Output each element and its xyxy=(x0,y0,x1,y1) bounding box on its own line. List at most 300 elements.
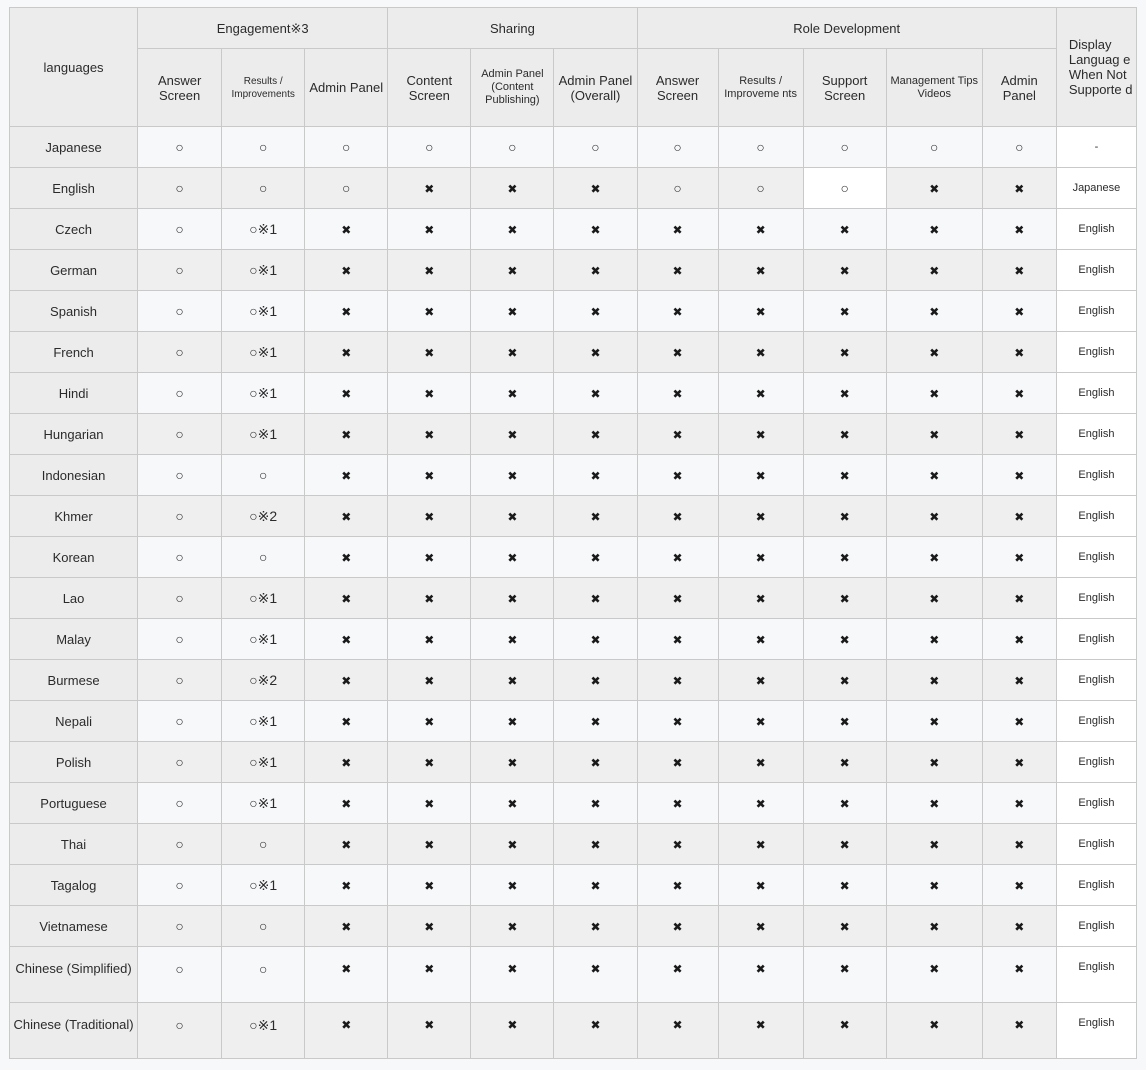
cross-icon: ✖ xyxy=(929,1018,940,1032)
cross-icon: ✖ xyxy=(672,509,683,524)
support-cell xyxy=(982,783,1056,824)
column-header: Management Tips Videos xyxy=(886,49,982,127)
cross-icon: ✖ xyxy=(341,632,352,647)
circle-icon: ○ xyxy=(175,754,184,770)
language-cell: Polish xyxy=(10,742,138,783)
circle-icon: ○※2 xyxy=(249,507,278,524)
circle-icon: ○※1 xyxy=(249,384,278,401)
support-cell xyxy=(982,701,1056,742)
support-cell xyxy=(554,455,637,496)
cross-icon: ✖ xyxy=(672,550,683,565)
cross-icon: ✖ xyxy=(590,468,601,483)
cross-icon: ✖ xyxy=(672,962,683,976)
support-cell xyxy=(222,660,305,701)
circle-icon: ○ xyxy=(258,139,268,155)
support-cell xyxy=(305,824,388,865)
cross-icon: ✖ xyxy=(507,304,518,319)
cross-icon: ✖ xyxy=(1014,714,1025,729)
cross-icon: ✖ xyxy=(839,1018,850,1032)
support-cell xyxy=(138,496,222,537)
support-cell xyxy=(471,455,554,496)
table-row xyxy=(10,127,1137,168)
support-cell xyxy=(471,660,554,701)
cross-icon: ✖ xyxy=(507,550,518,565)
language-cell: Burmese xyxy=(10,660,138,701)
support-cell xyxy=(388,537,471,578)
fallback-language-cell: English xyxy=(1056,947,1136,1003)
support-cell xyxy=(471,496,554,537)
cross-icon: ✖ xyxy=(839,550,850,565)
table-row xyxy=(10,578,1137,619)
support-cell xyxy=(554,824,637,865)
column-header: Content Screen xyxy=(388,49,471,127)
cross-icon: ✖ xyxy=(424,714,435,729)
fallback-language-cell: English xyxy=(1056,742,1136,783)
support-cell xyxy=(718,537,803,578)
support-cell xyxy=(471,127,554,168)
column-header: Results / Improvements xyxy=(222,49,305,127)
cross-icon: ✖ xyxy=(590,878,601,893)
support-cell xyxy=(803,578,886,619)
language-cell: Khmer xyxy=(10,496,138,537)
cross-icon: ✖ xyxy=(929,222,940,237)
support-cell xyxy=(388,701,471,742)
language-cell: Lao xyxy=(10,578,138,619)
cross-icon: ✖ xyxy=(1014,837,1025,852)
support-cell xyxy=(305,332,388,373)
support-cell xyxy=(718,701,803,742)
support-cell xyxy=(222,291,305,332)
support-cell xyxy=(305,373,388,414)
cross-icon: ✖ xyxy=(755,919,766,934)
circle-icon: ○ xyxy=(175,180,184,196)
cross-icon: ✖ xyxy=(507,878,518,893)
cross-icon: ✖ xyxy=(672,796,683,811)
circle-icon: ○※1 xyxy=(249,876,278,893)
cross-icon: ✖ xyxy=(341,1018,352,1032)
support-cell xyxy=(554,332,637,373)
cross-icon: ✖ xyxy=(424,755,435,770)
support-cell xyxy=(637,127,718,168)
circle-icon: ○ xyxy=(175,344,184,360)
support-cell xyxy=(222,537,305,578)
support-cell xyxy=(222,701,305,742)
column-header: Results / Improveme nts xyxy=(718,49,803,127)
language-cell: Japanese xyxy=(10,127,138,168)
table-row xyxy=(10,373,1137,414)
circle-icon: ○ xyxy=(175,549,184,565)
cross-icon: ✖ xyxy=(507,222,518,237)
support-cell xyxy=(388,660,471,701)
support-cell xyxy=(554,168,637,209)
support-cell xyxy=(886,824,982,865)
support-cell xyxy=(554,1003,637,1059)
cross-icon: ✖ xyxy=(672,427,683,442)
circle-icon: ○ xyxy=(258,961,268,977)
support-cell xyxy=(305,947,388,1003)
support-cell xyxy=(982,455,1056,496)
column-header: Answer Screen xyxy=(637,49,718,127)
support-cell xyxy=(637,332,718,373)
cross-icon: ✖ xyxy=(755,345,766,360)
cross-icon: ✖ xyxy=(341,263,352,278)
language-cell: Indonesian xyxy=(10,455,138,496)
cross-icon: ✖ xyxy=(424,468,435,483)
cross-icon: ✖ xyxy=(929,919,940,934)
table-row xyxy=(10,1003,1137,1059)
support-cell xyxy=(222,906,305,947)
support-cell xyxy=(305,906,388,947)
language-cell: German xyxy=(10,250,138,291)
circle-icon: ○ xyxy=(840,180,849,196)
cross-icon: ✖ xyxy=(672,222,683,237)
support-cell xyxy=(554,578,637,619)
cross-icon: ✖ xyxy=(929,714,940,729)
support-cell xyxy=(138,127,222,168)
display-language-header: Display Languag e When Not Supporte d xyxy=(1056,8,1136,127)
fallback-language-cell: English xyxy=(1056,455,1136,496)
fallback-language-cell: English xyxy=(1056,250,1136,291)
cross-icon: ✖ xyxy=(424,1018,435,1032)
support-cell xyxy=(637,537,718,578)
cross-icon: ✖ xyxy=(839,714,850,729)
support-cell xyxy=(471,1003,554,1059)
support-cell xyxy=(222,496,305,537)
cross-icon: ✖ xyxy=(929,263,940,278)
support-cell xyxy=(138,660,222,701)
cross-icon: ✖ xyxy=(755,591,766,606)
support-cell xyxy=(305,250,388,291)
support-cell xyxy=(803,332,886,373)
fallback-language-cell: English xyxy=(1056,906,1136,947)
support-cell xyxy=(886,373,982,414)
column-header: Admin Panel (Content Publishing) xyxy=(471,49,554,127)
cross-icon: ✖ xyxy=(755,962,766,976)
table-row xyxy=(10,906,1137,947)
support-cell xyxy=(222,373,305,414)
cross-icon: ✖ xyxy=(590,222,601,237)
circle-icon: ○ xyxy=(175,221,184,237)
circle-icon: ○ xyxy=(175,961,184,977)
cross-icon: ✖ xyxy=(755,796,766,811)
support-cell xyxy=(718,332,803,373)
cross-icon: ✖ xyxy=(590,632,601,647)
cross-icon: ✖ xyxy=(1014,796,1025,811)
cross-icon: ✖ xyxy=(424,304,435,319)
support-cell xyxy=(982,414,1056,455)
circle-icon: ○ xyxy=(175,918,184,934)
support-cell xyxy=(637,455,718,496)
support-cell xyxy=(637,250,718,291)
cross-icon: ✖ xyxy=(672,1018,683,1032)
cross-icon: ✖ xyxy=(1014,673,1025,688)
support-cell xyxy=(554,373,637,414)
support-cell xyxy=(554,701,637,742)
circle-icon: ○ xyxy=(342,180,351,196)
cross-icon: ✖ xyxy=(1014,468,1025,483)
support-cell xyxy=(138,168,222,209)
support-cell xyxy=(138,824,222,865)
table-row xyxy=(10,496,1137,537)
support-cell xyxy=(471,373,554,414)
cross-icon: ✖ xyxy=(507,386,518,401)
support-cell xyxy=(554,496,637,537)
support-cell xyxy=(637,947,718,1003)
support-cell xyxy=(222,824,305,865)
support-cell xyxy=(982,291,1056,332)
cross-icon: ✖ xyxy=(1014,304,1025,319)
circle-icon: ○ xyxy=(258,836,268,852)
cross-icon: ✖ xyxy=(507,755,518,770)
support-cell xyxy=(138,332,222,373)
cross-icon: ✖ xyxy=(839,796,850,811)
table-row xyxy=(10,209,1137,250)
cross-icon: ✖ xyxy=(590,386,601,401)
circle-icon: ○ xyxy=(175,836,184,852)
support-cell xyxy=(222,619,305,660)
fallback-language-cell: English xyxy=(1056,414,1136,455)
circle-icon: ○※1 xyxy=(249,753,278,770)
circle-icon: ○※1 xyxy=(249,343,278,360)
cross-icon: ✖ xyxy=(755,878,766,893)
cross-icon: ✖ xyxy=(507,427,518,442)
cross-icon: ✖ xyxy=(839,919,850,934)
support-cell xyxy=(138,865,222,906)
circle-icon: ○ xyxy=(591,139,600,155)
support-cell xyxy=(222,168,305,209)
support-cell xyxy=(305,127,388,168)
support-cell xyxy=(982,660,1056,701)
cross-icon: ✖ xyxy=(1014,755,1025,770)
language-cell: French xyxy=(10,332,138,373)
support-cell xyxy=(388,455,471,496)
cross-icon: ✖ xyxy=(755,673,766,688)
support-cell xyxy=(471,906,554,947)
fallback-language-cell: Japanese xyxy=(1056,168,1136,209)
cross-icon: ✖ xyxy=(424,837,435,852)
language-cell: Spanish xyxy=(10,291,138,332)
support-cell xyxy=(554,414,637,455)
support-cell xyxy=(554,865,637,906)
support-cell xyxy=(886,947,982,1003)
group-header-engagement: Engagement※3 xyxy=(138,8,388,49)
support-cell xyxy=(554,537,637,578)
language-cell: Vietnamese xyxy=(10,906,138,947)
language-cell: Hungarian xyxy=(10,414,138,455)
support-cell xyxy=(554,209,637,250)
support-cell xyxy=(718,496,803,537)
circle-icon: ○ xyxy=(175,508,184,524)
cross-icon: ✖ xyxy=(672,837,683,852)
table-row xyxy=(10,414,1137,455)
cross-icon: ✖ xyxy=(672,345,683,360)
support-cell xyxy=(718,373,803,414)
support-cell xyxy=(388,783,471,824)
cross-icon: ✖ xyxy=(929,673,940,688)
language-cell: Czech xyxy=(10,209,138,250)
support-cell xyxy=(305,742,388,783)
support-cell xyxy=(718,1003,803,1059)
table-row xyxy=(10,332,1137,373)
cross-icon: ✖ xyxy=(341,222,352,237)
cross-icon: ✖ xyxy=(929,962,940,976)
support-cell xyxy=(222,1003,305,1059)
column-header: Support Screen xyxy=(803,49,886,127)
support-cell xyxy=(471,291,554,332)
circle-icon: ○ xyxy=(175,672,184,688)
cross-icon: ✖ xyxy=(590,345,601,360)
support-cell xyxy=(803,414,886,455)
support-cell xyxy=(471,537,554,578)
support-cell xyxy=(803,947,886,1003)
support-cell xyxy=(637,742,718,783)
support-cell xyxy=(305,414,388,455)
cross-icon: ✖ xyxy=(929,591,940,606)
support-cell xyxy=(886,742,982,783)
support-cell xyxy=(471,742,554,783)
cross-icon: ✖ xyxy=(929,755,940,770)
support-cell xyxy=(886,332,982,373)
support-cell xyxy=(222,742,305,783)
cross-icon: ✖ xyxy=(507,509,518,524)
circle-icon: ○ xyxy=(756,139,765,155)
cross-icon: ✖ xyxy=(424,673,435,688)
cross-icon: ✖ xyxy=(755,468,766,483)
support-cell xyxy=(886,291,982,332)
support-cell xyxy=(718,742,803,783)
support-cell xyxy=(718,414,803,455)
support-cell xyxy=(886,537,982,578)
cross-icon: ✖ xyxy=(507,263,518,278)
support-cell xyxy=(388,824,471,865)
table-row xyxy=(10,947,1137,1003)
support-cell xyxy=(803,455,886,496)
support-cell xyxy=(138,291,222,332)
support-cell xyxy=(305,578,388,619)
support-cell xyxy=(305,291,388,332)
cross-icon: ✖ xyxy=(507,796,518,811)
support-cell xyxy=(388,332,471,373)
support-cell xyxy=(554,906,637,947)
cross-icon: ✖ xyxy=(929,304,940,319)
support-cell xyxy=(305,496,388,537)
support-cell xyxy=(803,373,886,414)
language-cell: Portuguese xyxy=(10,783,138,824)
support-cell xyxy=(471,947,554,1003)
cross-icon: ✖ xyxy=(507,345,518,360)
support-cell xyxy=(388,578,471,619)
table-row xyxy=(10,250,1137,291)
support-cell xyxy=(138,578,222,619)
circle-icon: ○ xyxy=(258,467,268,483)
cross-icon: ✖ xyxy=(755,755,766,770)
support-cell xyxy=(388,291,471,332)
cross-icon: ✖ xyxy=(839,345,850,360)
support-cell xyxy=(222,783,305,824)
cross-icon: ✖ xyxy=(590,755,601,770)
support-cell xyxy=(138,209,222,250)
support-cell xyxy=(982,127,1056,168)
table-row xyxy=(10,701,1137,742)
support-cell xyxy=(388,496,471,537)
support-cell xyxy=(471,578,554,619)
fallback-language-cell: English xyxy=(1056,209,1136,250)
cross-icon: ✖ xyxy=(341,837,352,852)
cross-icon: ✖ xyxy=(424,427,435,442)
column-header: Answer Screen xyxy=(138,49,222,127)
support-cell xyxy=(803,824,886,865)
fallback-language-cell: English xyxy=(1056,865,1136,906)
cross-icon: ✖ xyxy=(424,796,435,811)
cross-icon: ✖ xyxy=(755,714,766,729)
support-cell xyxy=(886,660,982,701)
cross-icon: ✖ xyxy=(755,837,766,852)
cross-icon: ✖ xyxy=(839,837,850,852)
cross-icon: ✖ xyxy=(672,673,683,688)
support-cell xyxy=(982,496,1056,537)
cross-icon: ✖ xyxy=(341,591,352,606)
circle-icon: ○ xyxy=(175,139,184,155)
support-cell xyxy=(222,332,305,373)
table-row xyxy=(10,824,1137,865)
cross-icon: ✖ xyxy=(341,468,352,483)
fallback-language-cell: English xyxy=(1056,824,1136,865)
cross-icon: ✖ xyxy=(672,591,683,606)
circle-icon: ○※2 xyxy=(249,671,278,688)
language-cell: Chinese (Traditional) xyxy=(10,1003,138,1059)
support-cell xyxy=(718,578,803,619)
cross-icon: ✖ xyxy=(929,345,940,360)
support-cell xyxy=(388,906,471,947)
support-cell xyxy=(222,578,305,619)
circle-icon: ○※1 xyxy=(249,1017,278,1033)
fallback-language-cell: English xyxy=(1056,701,1136,742)
support-cell xyxy=(554,250,637,291)
table-row xyxy=(10,291,1137,332)
support-cell xyxy=(982,947,1056,1003)
group-header-sharing: Sharing xyxy=(388,8,637,49)
support-cell xyxy=(388,947,471,1003)
support-cell xyxy=(471,209,554,250)
support-cell xyxy=(637,1003,718,1059)
circle-icon: ○ xyxy=(258,549,268,565)
support-cell xyxy=(471,824,554,865)
cross-icon: ✖ xyxy=(839,386,850,401)
circle-icon: ○ xyxy=(756,180,765,196)
support-cell xyxy=(886,906,982,947)
column-header-row xyxy=(10,49,1137,127)
support-cell xyxy=(138,414,222,455)
cross-icon: ✖ xyxy=(341,386,352,401)
cross-icon: ✖ xyxy=(839,427,850,442)
support-cell xyxy=(305,455,388,496)
support-cell xyxy=(803,619,886,660)
support-cell xyxy=(471,168,554,209)
support-cell xyxy=(637,865,718,906)
column-header: Admin Panel xyxy=(982,49,1056,127)
support-cell xyxy=(138,1003,222,1059)
support-cell xyxy=(718,660,803,701)
support-cell xyxy=(388,250,471,291)
support-cell xyxy=(637,906,718,947)
circle-icon: ○ xyxy=(1015,139,1024,155)
circle-icon: ○ xyxy=(840,139,849,155)
support-cell xyxy=(718,291,803,332)
cross-icon: ✖ xyxy=(755,1018,766,1032)
circle-icon: ○※1 xyxy=(249,712,278,729)
cross-icon: ✖ xyxy=(1014,222,1025,237)
language-cell: Malay xyxy=(10,619,138,660)
